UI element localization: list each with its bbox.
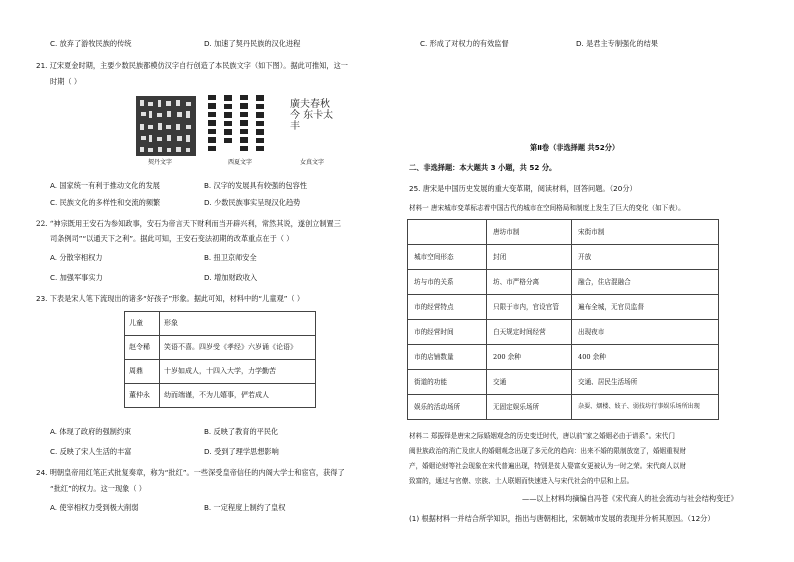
khitan-script-image: [136, 96, 196, 156]
table-row: [408, 345, 719, 370]
table-cell: 市的经营时间: [408, 320, 487, 345]
q25-stem: 25. 唐宋是中国历史发展的重大变革期，阅读材料，回答问题。（20分）: [409, 184, 637, 193]
q22-option-c: C. 加强军事实力: [50, 273, 103, 282]
jurchen-caption: 女真文字: [300, 159, 325, 166]
table-cell: 出现夜市: [572, 320, 719, 345]
table-cell: 无固定娱乐场所: [487, 395, 572, 420]
q21-stem-line1: 21. 辽宋夏金时期，主要少数民族都模仿汉字自行创造了本民族文字（如下图）。据此可推知，这一: [36, 61, 348, 70]
q21-stem-line2: 时期（ ）: [50, 77, 82, 86]
q21-scripts-figure: [136, 93, 340, 173]
q25-table: [407, 219, 719, 420]
q21-option-d: D. 少数民族事实呈现汉化趋势: [204, 198, 301, 207]
q21-option-c: C. 民族文化的多样性和交流的频繁: [50, 198, 161, 207]
table-cell: 城市空间形态: [408, 245, 487, 270]
jurchen-script-image: [286, 97, 336, 153]
material2-source: ——以上材料均摘编自冯苍《宋代商人的社会流动与社会结构变迁》: [522, 494, 738, 503]
table-row: [408, 220, 719, 245]
q22-option-d: D. 增加财政收入: [204, 273, 258, 282]
q20-option-d: D. 加速了契丹民族的汉化进程: [204, 39, 301, 48]
q23-stem: 23. 下表是宋人笔下流现出的诸多“好孩子”形象。据此可知，材料中的“儿童观”（ ）: [36, 294, 305, 303]
table-cell: 融合，住店混融合: [572, 270, 719, 295]
table-header-cell: 宋街市制: [572, 220, 719, 245]
q22-option-a: A. 分散宰相权力: [50, 253, 103, 262]
table-cell: 白天规定时间经营: [487, 320, 572, 345]
q23-option-c: C. 反映了宋人生活的丰富: [50, 447, 132, 456]
q21-option-a: A. 国家统一有利于推动文化的发展: [50, 181, 160, 190]
table-row: [408, 270, 719, 295]
table-row: [408, 370, 719, 395]
section-heading: 二、非选择题：本大题共 3 小题，共 52 分。: [409, 163, 557, 172]
q24-stem-line2: “批红”的权力。这一现象（ ）: [50, 484, 146, 493]
q23-option-a: A. 体现了政府的强制约束: [50, 427, 132, 436]
jurchen-sample-text: 廣夫春秋今 东卡太丰: [290, 99, 334, 132]
q23-option-d: D. 受到了理学思想影响: [204, 447, 279, 456]
material2-line1: 材料二 郑振铎是唐宋之际婚姻观念的历史变迁时代，唐以前“家之婚姻必由于谱系”。宋代门: [409, 432, 675, 440]
table-cell: 十岁如成人，十四入大学，力学勤苦: [160, 360, 316, 384]
table-cell: 遍布全城，无官员监督: [572, 295, 719, 320]
table-cell: 赵令稀: [125, 336, 160, 360]
q22-option-b: B. 扭卫京师安全: [204, 253, 257, 262]
table-cell: 200 余种: [487, 345, 572, 370]
q24-option-b: B. 一定程度上制约了皇权: [204, 503, 286, 512]
table-cell: 只限于市内，官设官管: [487, 295, 572, 320]
table-header-cell: [408, 220, 487, 245]
table-row: [408, 320, 719, 345]
table-cell: 交通、居民生活场所: [572, 370, 719, 395]
tangut-script-image: [204, 93, 274, 155]
table-cell: 市的经营特点: [408, 295, 487, 320]
table-cell: 坊、市严格分离: [487, 270, 572, 295]
table-cell: 笑语不喜。四岁受《孝经》六岁诵《论语》: [160, 336, 316, 360]
q22-stem-line2: 司条例司”“以通天下之利”。据此可知，王安石变法初期的改革重点在于（ ）: [50, 234, 294, 243]
q24-stem-line1: 24. 明朝皇帝用红笔正式批复奏章，称为“批红”。一些深受皇帝信任的内阁大学士和宦官，获得了: [36, 468, 345, 477]
q24-option-a: A. 使宰相权力受到极大削弱: [50, 503, 139, 512]
table-header-cell: 形象: [160, 312, 316, 336]
section-title: 第Ⅱ卷（非选择题 共52分）: [530, 143, 620, 152]
q24-option-d: D. 是君主专制强化的结果: [576, 39, 658, 48]
table-cell: 市的店铺数量: [408, 345, 487, 370]
table-cell: 400 余种: [572, 345, 719, 370]
table-row: [408, 395, 719, 420]
table-header-cell: 儿童: [125, 312, 160, 336]
q22-stem-line1: 22. “神宗既用王安石为参知政事，安石为帝言天下财利而当开辟兴利，常然其说，遂创立制置三: [36, 219, 341, 228]
table-cell: 娱乐的活动场所: [408, 395, 487, 420]
material1-intro: 材料一 唐宋城市变革标志着中国古代的城市在空间格局和制度上发生了巨大的变化（如下表）。: [409, 204, 685, 212]
table-cell: 杂耍、烟楼、妓子、弱技坊行事娱乐场所出现: [572, 395, 719, 420]
table-row: [125, 312, 316, 336]
table-row: [408, 295, 719, 320]
q25-subquestion-1: (1) 根据材料一并结合所学知识，指出与唐朝相比，宋朝城市发展的表现并分析其原因。（12分）: [409, 514, 715, 523]
q21-option-b: B. 汉字的发展具有较强的包容性: [204, 181, 307, 190]
material2-line2: 阀世族政治的消亡及庶人的婚姻观念出现了多元化的趋向：出来不婚的限制放宽了，婚姻重视财: [409, 447, 686, 455]
q23-option-b: B. 反映了教育的平民化: [204, 427, 279, 436]
table-cell: 街道的功能: [408, 370, 487, 395]
table-row: [125, 336, 316, 360]
table-row: [125, 360, 316, 384]
table-cell: 封闭: [487, 245, 572, 270]
table-header-cell: 唐坊市制: [487, 220, 572, 245]
table-row: [408, 245, 719, 270]
table-cell: 开放: [572, 245, 719, 270]
q24-option-c: C. 形成了对权力的有效监督: [420, 39, 509, 48]
tangut-caption: 西夏文字: [228, 159, 253, 166]
table-cell: 幼而端谨，不为儿嬉事，俨若成人: [160, 384, 316, 408]
table-cell: 董仲永: [125, 384, 160, 408]
q20-option-c: C. 放弃了游牧民族的传统: [50, 39, 132, 48]
material2-line3: 产，婚姻论财等社会现象在宋代普遍出现，特别是贫人娶富女更被认为一时之荣。宋代商人以财: [409, 462, 686, 470]
khitan-caption: 契丹文字: [148, 159, 173, 166]
material2-line4: 致富的，通过与官僚、宗族、士人联姻而快速进入与宋代社会的中层和上层。: [409, 477, 634, 485]
q23-table: [124, 311, 316, 408]
table-cell: 周鼎: [125, 360, 160, 384]
table-row: [125, 384, 316, 408]
table-cell: 坊与市的关系: [408, 270, 487, 295]
table-cell: 交通: [487, 370, 572, 395]
